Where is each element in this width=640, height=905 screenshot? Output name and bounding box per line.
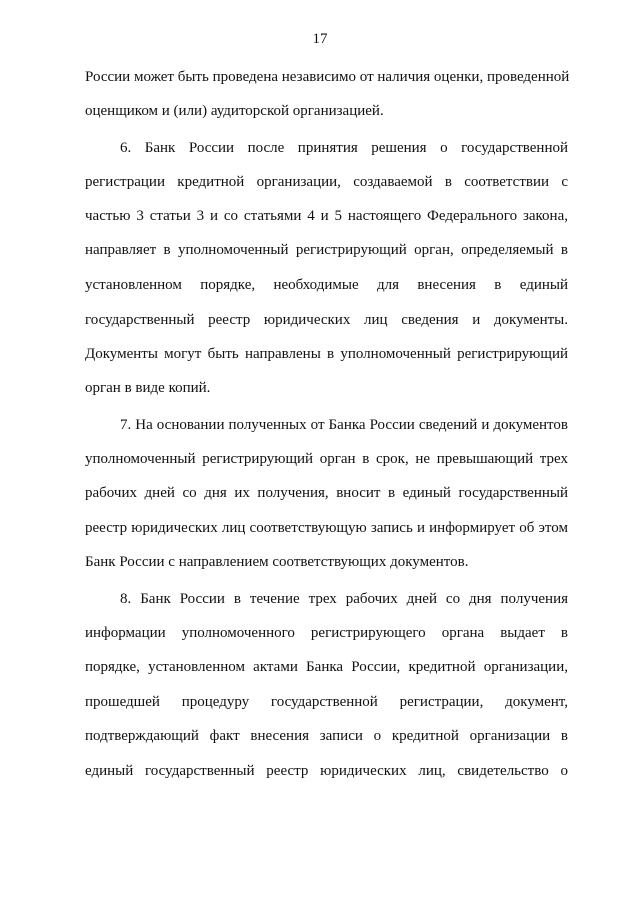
text-line: регистрации кредитной организации, создаваемой в соответствии с [85, 174, 568, 190]
text-line: России может быть проведена независимо от наличия оценки, проведенной [85, 69, 570, 85]
text-line: Документы могут быть направлены в уполномоченный регистрирующий [85, 346, 568, 362]
text-line: 8. Банк России в течение трех рабочих дней со дня получения [120, 591, 568, 607]
page-number: 17 [312, 31, 328, 47]
text-line: 6. Банк России после принятия решения о государственной [120, 140, 568, 156]
text-line: подтверждающий факт внесения записи о кредитной организации в [85, 728, 568, 744]
text-line: частью 3 статьи 3 и со статьями 4 и 5 настоящего Федерального закона, [85, 208, 568, 224]
text-line: уполномоченный регистрирующий орган в срок, не превышающий трех [85, 451, 568, 467]
text-line: информации уполномоченного регистрирующего органа выдает в [85, 625, 568, 641]
text-line: реестр юридических лиц соответствующую запись и информирует об этом [85, 520, 568, 536]
text-line: прошедшей процедуру государственной регистрации, документ, [85, 694, 568, 710]
text-line: оценщиком и (или) аудиторской организацией. [85, 103, 384, 119]
text-line: установленном порядке, необходимые для внесения в единый [85, 277, 568, 293]
text-line: порядке, установленном актами Банка России, кредитной организации, [85, 659, 568, 675]
text-line: направляет в уполномоченный регистрирующий орган, определяемый в [85, 242, 568, 258]
text-line: 7. На основании полученных от Банка России сведений и документов [120, 417, 568, 433]
text-line: единый государственный реестр юридических лиц, свидетельство о [85, 763, 568, 779]
text-line: орган в виде копий. [85, 380, 211, 396]
text-line: Банк России с направлением соответствующих документов. [85, 554, 469, 570]
text-line: государственный реестр юридических лиц сведения и документы. [85, 312, 568, 328]
text-line: рабочих дней со дня их получения, вносит в единый государственный [85, 485, 568, 501]
